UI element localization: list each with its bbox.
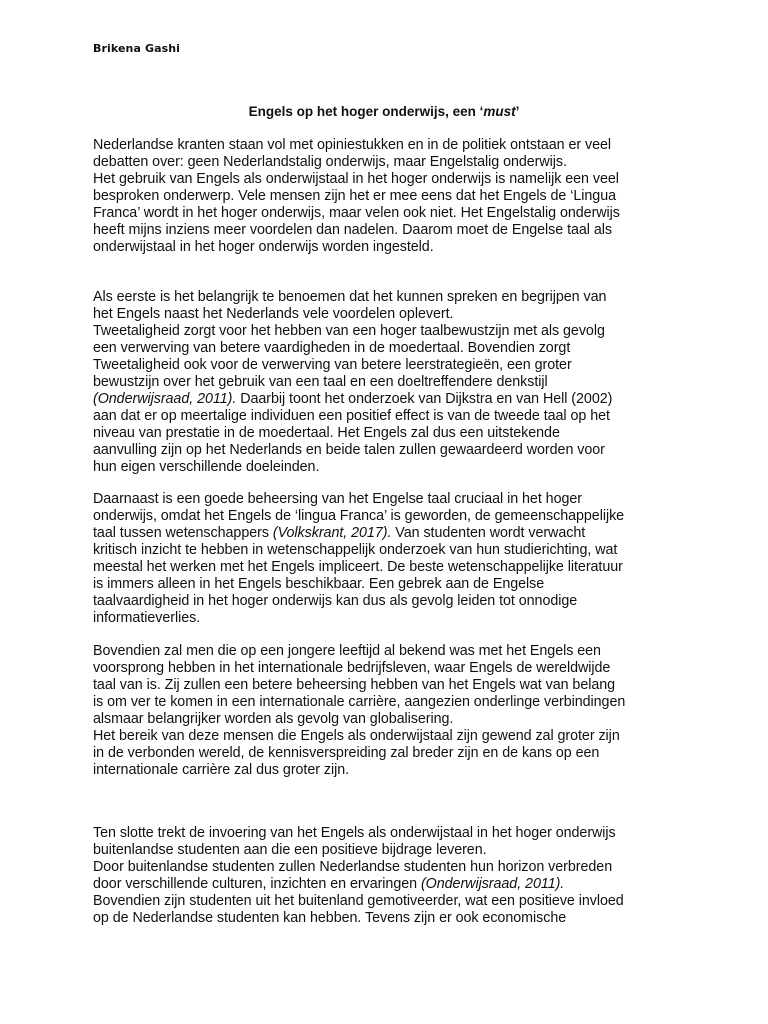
text-segment: aan dat er op meertalige individuen een positief effect is van de tweede taal op het [93,408,610,424]
text-segment: voorsprong hebben in het internationale bedrijfsleven, waar Engels de wereldwijde [93,660,611,676]
text-line [93,643,683,660]
text-segment: Tweetaligheid ook voor de verwerving van betere leerstrategieën, een groter [93,357,572,373]
document-title [0,104,768,119]
text-segment: informatieverlies. [93,610,201,626]
author-name: Brikena Gashi [93,42,181,55]
paragraph-foreign-students [93,825,683,927]
text-line [93,508,683,525]
text-segment: alsmaar belangrijker worden als gevolg van globalisering. [93,711,454,727]
text-segment: een verwerving van betere vaardigheden in de moedertaal. Bovendien zorgt [93,340,571,356]
text-segment: Franca’ wordt in het hoger onderwijs, maar velen ook niet. Het Engelstalig onderwijs [93,205,620,221]
text-segment: is immers alleen in het Engels beschikbaar. Een gebrek aan de Engelse [93,576,545,592]
text-line [93,222,683,239]
text-line [93,205,683,222]
text-segment: onderwijs, omdat het Engels de ‘lingua Franca’ is geworden, de gemeenschappelijke [93,508,625,524]
text-line [93,728,683,745]
text-line [93,745,683,762]
text-line [93,357,683,374]
text-line [93,711,683,728]
title-end: ’ [515,104,520,119]
text-segment: internationale carrière zal dus groter zijn. [93,762,350,778]
text-line [93,893,683,910]
text-segment: Ten slotte trekt de invoering van het Engels als onderwijstaal in het hoger onderwijs [93,825,616,841]
text-segment: Tweetaligheid zorgt voor het hebben van een hoger taalbewustzijn met als gevolg [93,323,605,339]
text-line [93,171,683,188]
text-line [93,323,683,340]
text-segment: taal van is. Zij zullen een betere beheersing hebben van het Engels wat van belang [93,677,616,693]
text-segment: taalvaardigheid in het hoger onderwijs kan dus als gevolg leiden tot onnodige [93,593,578,609]
text-line [93,340,683,357]
text-line [93,425,683,442]
paragraph-bilingualism [93,289,683,476]
text-line [93,239,683,256]
text-line [93,576,683,593]
text-line [93,408,683,425]
text-segment: Daarnaast is een goede beheersing van het Engelse taal cruciaal in het hoger [93,491,582,507]
text-segment: is om ver te komen in een internationale carrière, aangezien onderlinge verbindingen [93,694,626,710]
text-segment: Als eerste is het belangrijk te benoemen dat het kunnen spreken en begrijpen van [93,289,607,305]
text-segment: besproken onderwerp. Vele mensen zijn het er mee eens dat het Engels de ‘Lingua [93,188,616,204]
text-line [93,694,683,711]
text-line [93,306,683,323]
text-segment: Nederlandse kranten staan vol met opiniestukken en in de politiek ontstaan er veel [93,137,612,153]
text-line [93,442,683,459]
text-segment: meestal het werken met het Engels impliceert. De beste wetenschappelijke literatuur [93,559,623,575]
text-segment: niveau van prestatie in de moedertaal. Het Engels zal dus een uitstekende [93,425,560,441]
text-line [93,825,683,842]
title-main: Engels op het hoger onderwijs, een ‘ [248,104,484,119]
text-segment: heeft mijns inziens meer voordelen dan nadelen. Daarom moet de Engelse taal als [93,222,612,238]
text-segment: op de Nederlandse studenten kan hebben. Tevens zijn er ook economische [93,910,567,926]
text-line [93,910,683,927]
text-line [93,660,683,677]
text-segment: kritisch inzicht te hebben in wetenschappelijk onderzoek van hun studierichting, wat [93,542,618,558]
text-segment: Het bereik van deze mensen die Engels als onderwijstaal zijn gewend zal groter zijn [93,728,620,744]
text-line [93,842,683,859]
text-segment: Van studenten wordt verwacht [391,525,586,541]
paragraph-scientific-language [93,491,683,627]
text-line [93,542,683,559]
text-segment: buitenlandse studenten aan die een positieve bijdrage leveren. [93,842,487,858]
text-line [93,154,683,171]
text-line [93,391,683,408]
text-segment: onderwijstaal in het hoger onderwijs worden ingesteld. [93,239,434,255]
paragraph-intro [93,137,683,256]
text-segment: Bovendien zal men die op een jongere leeftijd al bekend was met het Engels een [93,643,601,659]
citation: (Onderwijsraad, 2011). [420,876,565,892]
text-segment: hun eigen verschillende doeleinden. [93,459,320,475]
text-segment: Bovendien zijn studenten uit het buitenland gemotiveerder, wat een positieve invloed [93,893,624,909]
citation: (Onderwijsraad, 2011). [93,391,237,407]
paragraph-international-career [93,643,683,779]
text-line [93,876,683,893]
text-line [93,610,683,627]
text-segment: bewustzijn over het gebruik van een taal en een doeltreffendere denkstijl [93,374,548,390]
text-segment: taal tussen wetenschappers [93,525,273,541]
text-line [93,374,683,391]
text-line [93,459,683,476]
text-segment: het Engels naast het Nederlands vele voordelen oplevert. [93,306,454,322]
text-segment: debatten over: geen Nederlandstalig onderwijs, maar Engelstalig onderwijs. [93,154,567,170]
text-line [93,188,683,205]
text-line [93,762,683,779]
text-segment: in de verbonden wereld, de kennisverspreiding zal breder zijn en de kans op een [93,745,600,761]
title-emphasis: must [483,104,516,119]
citation: (Volkskrant, 2017). [272,525,392,541]
text-line [93,593,683,610]
text-segment: Het gebruik van Engels als onderwijstaal in het hoger onderwijs is namelijk een veel [93,171,619,187]
text-segment: aanvulling zijn op het Nederlands en beide talen zullen gewaardeerd worden voor [93,442,605,458]
text-line [93,559,683,576]
text-segment: Daarbij toont het onderzoek van Dijkstra en van Hell (2002) [236,391,613,407]
text-line [93,859,683,876]
text-line [93,677,683,694]
text-segment: Door buitenlandse studenten zullen Nederlandse studenten hun horizon verbreden [93,859,613,875]
text-line [93,491,683,508]
text-line [93,137,683,154]
text-segment: door verschillende culturen, inzichten en ervaringen [93,876,421,892]
text-line [93,289,683,306]
text-line [93,525,683,542]
